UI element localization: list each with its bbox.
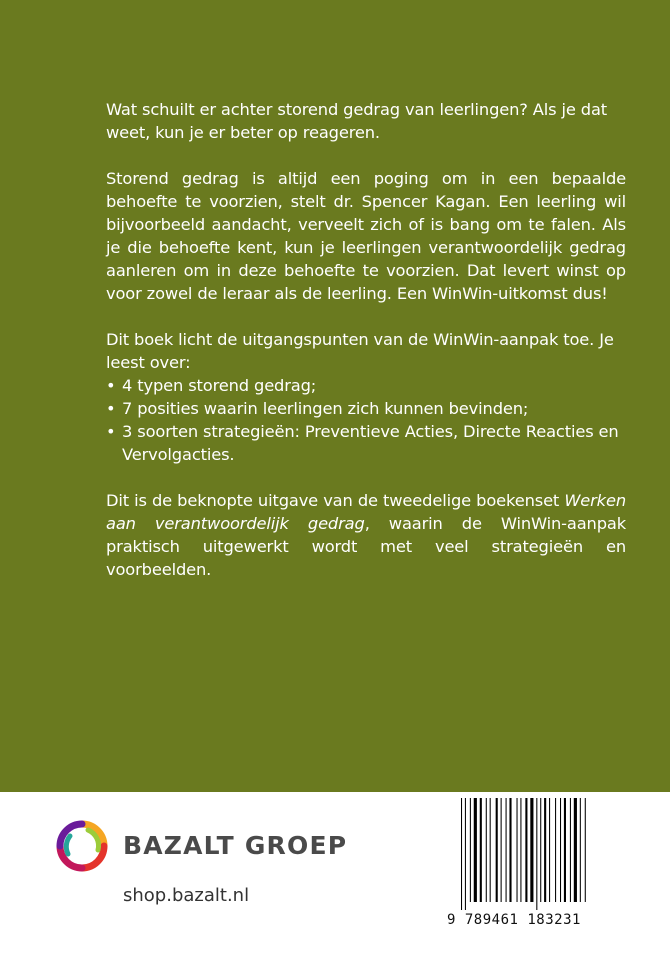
book-set-title: Werken aan verantwoordelijk gedrag (106, 491, 626, 533)
list-item: • 4 typen storend gedrag; (106, 376, 317, 395)
bullet-icon: • (106, 422, 116, 441)
blurb-paragraph-2: Storend gedrag is altijd een poging om in een bepaalde behoefte te voorzien, stelt dr. Spencer Kagan. Een leerling wil bijvoorbeeld aandacht, verveelt zich of is bang om te falen. Als je die behoefte kent, kun je leerlingen verantwoordelijk gedrag aanleren om in deze behoefte te voorzien. Dat levert winst op voor zowel de leraar als de leerling. Een WinWin-uitkomst dus! (106, 169, 626, 303)
isbn-number: 9 789461 183231 (447, 912, 581, 928)
blurb-intro: Wat schuilt er achter storend gedrag van leerlingen? Als je dat weet, kun je er beter op reageren. (106, 100, 608, 142)
publisher-name: BAZALT GROEP (123, 831, 348, 860)
bullet-icon: • (106, 376, 116, 395)
publisher-website: shop.bazalt.nl (123, 885, 250, 906)
circular-ring-logo-icon (56, 820, 108, 872)
blurb-text (106, 98, 626, 604)
blurb-list-intro: Dit boek licht de uitgangspunten van de WinWin-aanpak toe. Je leest over: (106, 330, 614, 372)
barcode-icon (460, 798, 588, 910)
list-item: • 3 soorten strategieën: Preventieve Acties, Directe Reacties en Vervolgacties. (106, 422, 619, 464)
list-item: • 7 posities waarin leerlingen zich kunnen bevinden; (106, 399, 529, 418)
blurb-closing: Dit is de beknopte uitgave van de tweedelige boekenset Werken aan verantwoordelijk gedrag, waarin de WinWin-aanpak praktisch uitgewerkt wordt met veel strategieën en voorbeelden. (106, 491, 627, 579)
bullet-icon: • (106, 399, 116, 418)
topic-list (106, 374, 626, 466)
